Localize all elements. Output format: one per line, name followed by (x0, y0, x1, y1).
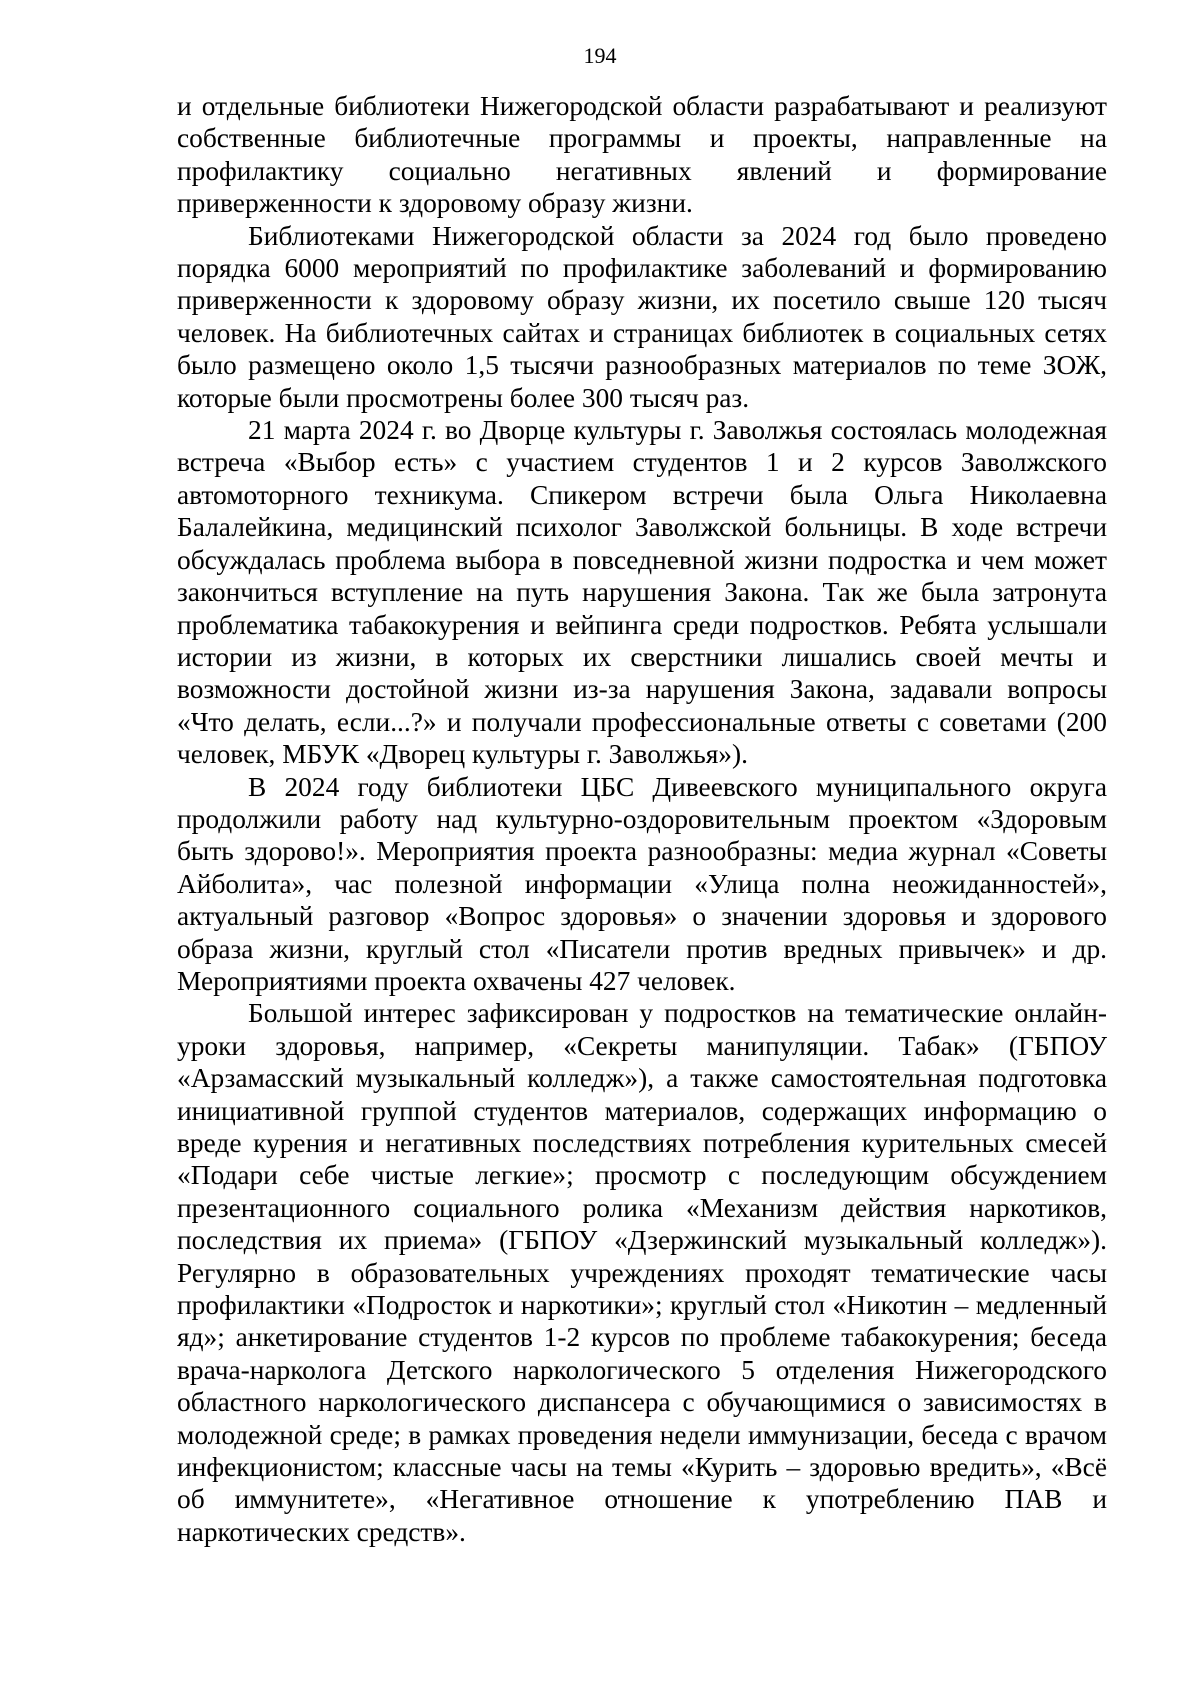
paragraph-teen-online-lessons: Большой интерес зафиксирован у подростков на тематические онлайн-уроки здоровья, например, «Секреты манипуляции. Табак» (ГБПОУ «Арзамасский музыкальный колледж»), а также самостоятельная подготовка инициативной группой студентов материалов, содержащих информацию о вреде курения и негативных последствиях потребления курительных смесей «Подари себе чистые легкие»; просмотр с последующим обсуждением презентационного социального ролика «Механизм действия наркотиков, последствия их приема» (ГБПОУ «Дзержинский музыкальный колледж»). Регулярно в образовательных учреждениях проходят тематические часы профилактики «Подросток и наркотики»; круглый стол «Никотин – медленный яд»; анкетирование студентов 1-2 курсов по проблеме табакокурения; беседа врача-нарколога Детского наркологического 5 отделения Нижегородского областного наркологического диспансера с обучающимися о зависимостях в молодежной среде; в рамках проведения недели иммунизации, беседа с врачом инфекционистом; классные часы на темы «Курить – здоровью вредить», «Всё об иммунитете», «Негативное отношение к употреблению ПАВ и наркотических средств». (177, 998, 1107, 1547)
paragraph-intro-continuation: и отдельные библиотеки Нижегородской области разрабатывают и реализуют собственные библиотечные программы и проекты, направленные на профилактику социально негативных явлений и формирование приверженности к здоровому образу жизни. (177, 91, 1107, 219)
body-text (177, 90, 1107, 1548)
paragraph-zavolzhye-youth-meeting: 21 марта 2024 г. во Дворце культуры г. Заволжья состоялась молодежная встреча «Выбор есть» с участием студентов 1 и 2 курсов Заволжского автомоторного техникума. Спикером встречи была Ольга Николаевна Балалейкина, медицинский психолог Заволжской больницы. В ходе встречи обсуждалась проблема выбора в повседневной жизни подростка и чем может закончиться вступление на путь нарушения Закона. Так же была затронута проблематика табакокурения и вейпинга среди подростков. Ребята услышали истории из жизни, в которых их сверстники лишались своей мечты и возможности достойной жизни из-за нарушения Закона, задавали вопросы «Что делать, если...?» и получали профессиональные ответы с советами (200 человек, МБУК «Дворец культуры г. Заволжья»). (177, 415, 1107, 770)
paragraph-library-statistics: Библиотеками Нижегородской области за 2024 год было проведено порядка 6000 мероприятий по профилактике заболеваний и формированию приверженности к здоровому образу жизни, их посетило свыше 120 тысяч человек. На библиотечных сайтах и страницах библиотек в социальных сетях было размещено около 1,5 тысячи разнообразных материалов по теме ЗОЖ, которые были просмотрены более 300 тысяч раз. (177, 220, 1107, 413)
page-number: 194 (583, 43, 617, 68)
paragraph-diveevo-health-project: В 2024 году библиотеки ЦБС Дивеевского муниципального округа продолжили работу над культурно-оздоровительным проектом «Здоровым быть здорово!». Мероприятия проекта разнообразны: медиа журнал «Советы Айболита», час полезной информации «Улица полна неожиданностей», актуальный разговор «Вопрос здоровья» о значении здоровья и здорового образа жизни, круглый стол «Писатели против вредных привычек» и др. Мероприятиями проекта охвачены 427 человек. (177, 771, 1107, 996)
